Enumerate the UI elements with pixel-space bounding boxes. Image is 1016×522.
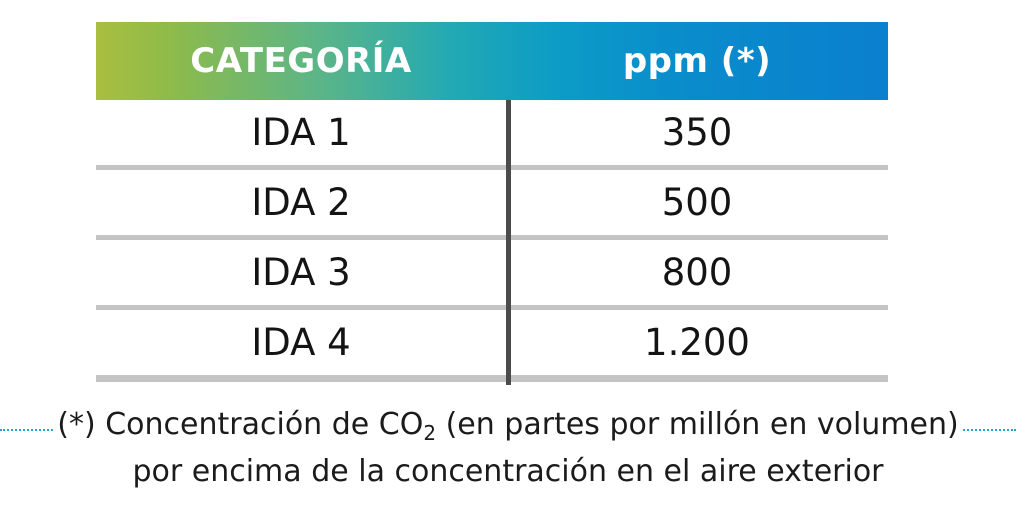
table-row — [96, 310, 888, 375]
footnote-subscript: 2 — [423, 421, 437, 445]
cell-ppm: 800 — [661, 251, 733, 294]
cell-category: IDA 3 — [251, 251, 351, 294]
cell-ppm: 350 — [661, 111, 733, 154]
footnote-line-1 — [53, 405, 962, 446]
table-row — [96, 170, 888, 235]
table-row — [96, 100, 888, 165]
column-divider — [506, 100, 511, 385]
cell-ppm: 500 — [661, 181, 733, 224]
co2-categories-table — [96, 22, 888, 382]
cell-category: IDA 4 — [251, 321, 351, 364]
header-cell-ppm: ppm (*) — [622, 41, 772, 81]
cell-category: IDA 1 — [251, 111, 351, 154]
table-body — [96, 100, 888, 382]
table-row — [96, 240, 888, 305]
footnote — [0, 405, 1016, 492]
footnote-text-prefix: (*) Concentración de CO — [57, 407, 424, 442]
header-cell-category: CATEGORÍA — [190, 41, 412, 81]
table-header-row — [96, 22, 888, 100]
footnote-line-2: por encima de la concentración en el aire exterior — [132, 454, 884, 490]
table-bottom-rule — [96, 375, 888, 382]
footnote-text-suffix: (en partes por millón en volumen) — [436, 407, 959, 442]
cell-category: IDA 2 — [251, 181, 351, 224]
cell-ppm: 1.200 — [644, 321, 750, 364]
